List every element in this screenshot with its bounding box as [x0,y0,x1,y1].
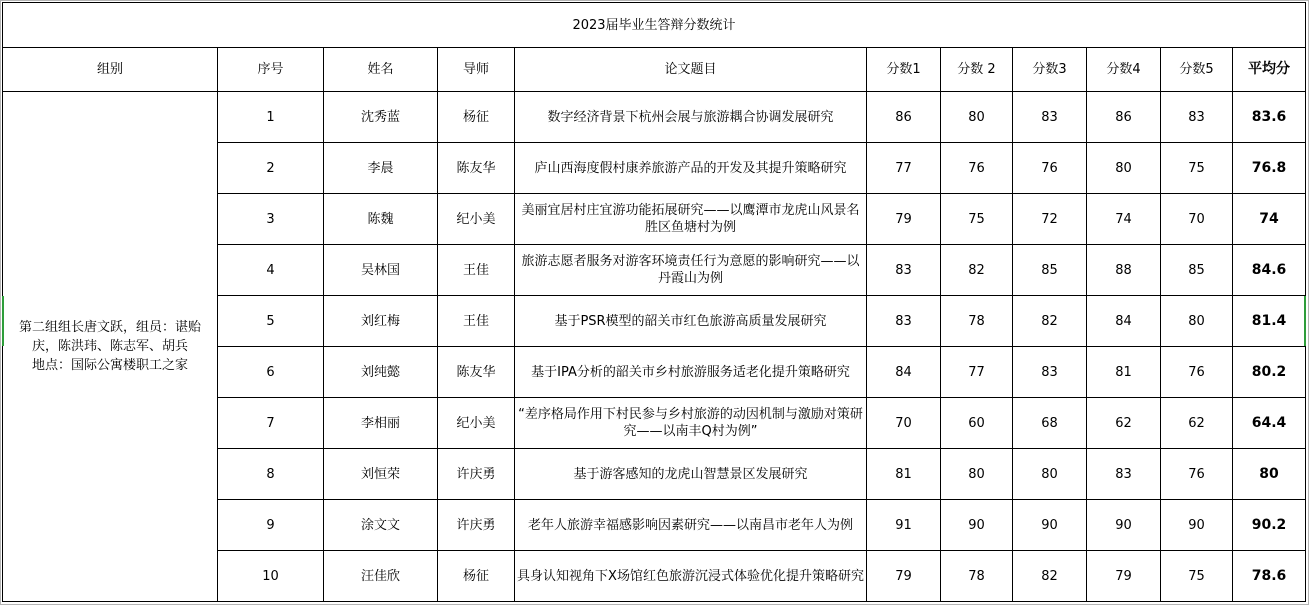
score2[interactable]: 78 [941,296,1013,347]
table-title[interactable]: 2023届毕业生答辩分数统计 [3,3,1306,48]
score2[interactable]: 90 [941,500,1013,551]
title-row [3,3,1306,48]
student-name[interactable]: 涂文文 [324,500,438,551]
student-name[interactable]: 刘纯懿 [324,347,438,398]
header-row [3,48,1306,92]
score4[interactable]: 83 [1087,449,1161,500]
score1[interactable]: 81 [867,449,941,500]
score2[interactable]: 75 [941,194,1013,245]
score2[interactable]: 60 [941,398,1013,449]
row-index[interactable]: 2 [218,143,324,194]
thesis-title[interactable]: 基于IPA分析的韶关市乡村旅游服务适老化提升策略研究 [515,347,867,398]
row-index[interactable]: 7 [218,398,324,449]
average-score[interactable]: 74 [1233,194,1306,245]
group-cell[interactable] [3,92,218,602]
score5[interactable]: 85 [1161,245,1233,296]
score-table [2,2,1306,602]
score3[interactable]: 85 [1013,245,1087,296]
group-line3: 地点：国际公寓楼职工之家 [31,358,188,373]
score4[interactable]: 90 [1087,500,1161,551]
average-score[interactable]: 78.6 [1233,551,1306,602]
header-score1[interactable]: 分数1 [867,48,941,92]
score1[interactable]: 83 [867,296,941,347]
score4[interactable]: 88 [1087,245,1161,296]
group-line2: 庆，陈洪玮、陈志军、胡兵 [31,339,188,354]
score1[interactable]: 91 [867,500,941,551]
score3[interactable]: 90 [1013,500,1087,551]
score4[interactable]: 81 [1087,347,1161,398]
advisor-name[interactable]: 王佳 [438,245,515,296]
advisor-name[interactable]: 杨征 [438,551,515,602]
header-group[interactable]: 组别 [3,48,218,92]
row-index[interactable]: 10 [218,551,324,602]
score4[interactable]: 79 [1087,551,1161,602]
student-name[interactable]: 陈魏 [324,194,438,245]
average-score[interactable]: 84.6 [1233,245,1306,296]
header-index[interactable]: 序号 [218,48,324,92]
thesis-title[interactable]: 基于PSR模型的韶关市红色旅游高质量发展研究 [515,296,867,347]
score2[interactable]: 82 [941,245,1013,296]
score3[interactable]: 83 [1013,347,1087,398]
score1[interactable]: 84 [867,347,941,398]
score5[interactable]: 83 [1161,92,1233,143]
header-score3[interactable]: 分数3 [1013,48,1087,92]
score2[interactable]: 78 [941,551,1013,602]
score5[interactable]: 90 [1161,500,1233,551]
advisor-name[interactable]: 杨征 [438,92,515,143]
score2[interactable]: 76 [941,143,1013,194]
row-index[interactable]: 5 [218,296,324,347]
score3[interactable]: 82 [1013,296,1087,347]
score5[interactable]: 62 [1161,398,1233,449]
average-score[interactable]: 80.2 [1233,347,1306,398]
thesis-title[interactable]: 老年人旅游幸福感影响因素研究——以南昌市老年人为例 [515,500,867,551]
student-name[interactable]: 沈秀蓝 [324,92,438,143]
thesis-title[interactable]: 具身认知视角下X场馆红色旅游沉浸式体验优化提升策略研究 [515,551,867,602]
score4[interactable]: 62 [1087,398,1161,449]
header-advisor[interactable]: 导师 [438,48,515,92]
score3[interactable]: 82 [1013,551,1087,602]
advisor-name[interactable]: 陈友华 [438,143,515,194]
score3[interactable]: 76 [1013,143,1087,194]
score4[interactable]: 84 [1087,296,1161,347]
student-name[interactable]: 汪佳欣 [324,551,438,602]
average-score[interactable]: 76.8 [1233,143,1306,194]
score4[interactable]: 74 [1087,194,1161,245]
score4[interactable]: 80 [1087,143,1161,194]
score5[interactable]: 70 [1161,194,1233,245]
average-score[interactable]: 81.4 [1233,296,1306,347]
average-score[interactable]: 80 [1233,449,1306,500]
advisor-name[interactable]: 纪小美 [438,398,515,449]
score5[interactable]: 76 [1161,347,1233,398]
thesis-title[interactable]: 庐山西海度假村康养旅游产品的开发及其提升策略研究 [515,143,867,194]
score1[interactable]: 79 [867,551,941,602]
row-index[interactable]: 8 [218,449,324,500]
score2[interactable]: 80 [941,449,1013,500]
thesis-title[interactable]: 旅游志愿者服务对游客环境责任行为意愿的影响研究——以丹霞山为例 [515,245,867,296]
score5[interactable]: 75 [1161,551,1233,602]
thesis-title[interactable]: 美丽宜居村庄宜游功能拓展研究——以鹰潭市龙虎山风景名胜区鱼塘村为例 [515,194,867,245]
student-name[interactable]: 刘红梅 [324,296,438,347]
thesis-title[interactable]: “差序格局作用下村民参与乡村旅游的动因机制与激励对策研究——以南丰Q村为例” [515,398,867,449]
score1[interactable]: 83 [867,245,941,296]
score3[interactable]: 68 [1013,398,1087,449]
row-index[interactable]: 3 [218,194,324,245]
score4[interactable]: 86 [1087,92,1161,143]
row-index[interactable]: 9 [218,500,324,551]
student-name[interactable]: 吴林国 [324,245,438,296]
score1[interactable]: 79 [867,194,941,245]
score3[interactable]: 80 [1013,449,1087,500]
score3[interactable]: 83 [1013,92,1087,143]
row-index[interactable]: 4 [218,245,324,296]
cell-selection-marker [1304,296,1306,346]
average-score[interactable]: 83.6 [1233,92,1306,143]
score5[interactable]: 76 [1161,449,1233,500]
header-thesis[interactable]: 论文题目 [515,48,867,92]
score5[interactable]: 80 [1161,296,1233,347]
header-name[interactable]: 姓名 [324,48,438,92]
score1[interactable]: 77 [867,143,941,194]
header-average[interactable]: 平均分 [1233,48,1306,92]
score5[interactable]: 75 [1161,143,1233,194]
header-score5[interactable]: 分数5 [1161,48,1233,92]
student-name[interactable]: 刘恒荣 [324,449,438,500]
advisor-name[interactable]: 王佳 [438,296,515,347]
student-name[interactable]: 李晨 [324,143,438,194]
thesis-title[interactable]: 基于游客感知的龙虎山智慧景区发展研究 [515,449,867,500]
score2[interactable]: 80 [941,92,1013,143]
thesis-title[interactable]: 数字经济背景下杭州会展与旅游耦合协调发展研究 [515,92,867,143]
header-score2[interactable]: 分数 2 [941,48,1013,92]
advisor-name[interactable]: 纪小美 [438,194,515,245]
average-score[interactable]: 64.4 [1233,398,1306,449]
average-score[interactable]: 90.2 [1233,500,1306,551]
row-index[interactable]: 6 [218,347,324,398]
cell-selection-marker-left [2,296,4,346]
header-score4[interactable]: 分数4 [1087,48,1161,92]
group-line1: 第二组组长唐文跃，组员：谌贻 [18,320,201,335]
student-name[interactable]: 李相丽 [324,398,438,449]
score1[interactable]: 86 [867,92,941,143]
row-index[interactable]: 1 [218,92,324,143]
table-row [3,92,1306,143]
advisor-name[interactable]: 许庆勇 [438,500,515,551]
score3[interactable]: 72 [1013,194,1087,245]
advisor-name[interactable]: 陈友华 [438,347,515,398]
score1[interactable]: 70 [867,398,941,449]
score2[interactable]: 77 [941,347,1013,398]
advisor-name[interactable]: 许庆勇 [438,449,515,500]
